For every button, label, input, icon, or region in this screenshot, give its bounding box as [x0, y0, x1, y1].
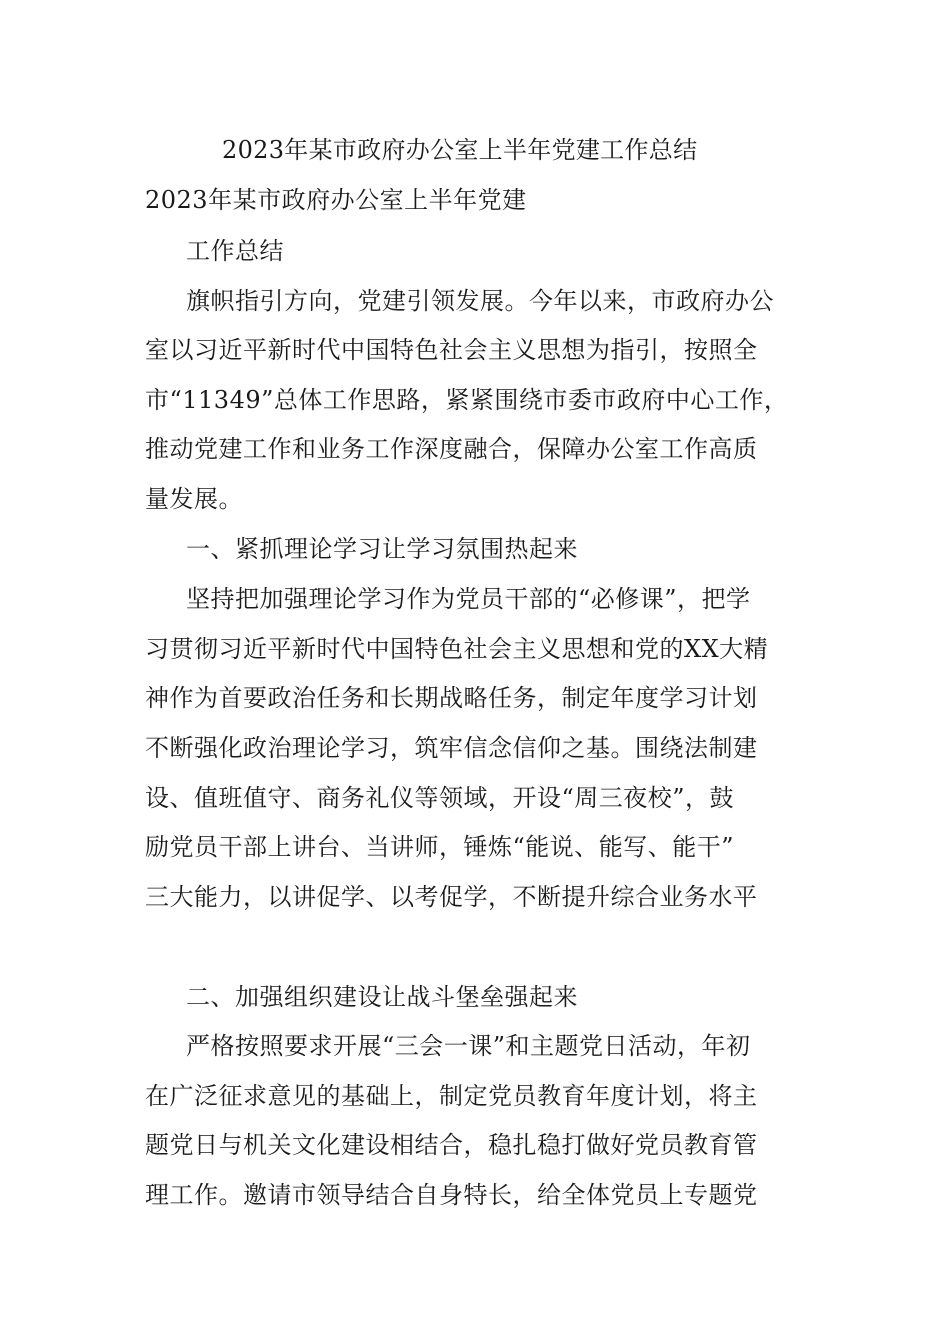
section-2-line: 严格按照要求开展“三会一课”和主题党日活动，年初 [186, 1032, 751, 1060]
section-1-line: 神作为首要政治任务和长期战略任务，制定年度学习计划 [145, 684, 758, 712]
section-2-heading: 二、加强组织建设让战斗堡垒强起来 [186, 983, 578, 1011]
section-1-heading: 一、紧抓理论学习让学习氛围热起来 [186, 535, 578, 563]
section-2-line: 题党日与机关文化建设相结合，稳扎稳打做好党员教育管 [145, 1131, 758, 1159]
section-1-line: 设、值班值守、商务礼仪等领域，开设“周三夜校”，鼓 [145, 784, 735, 812]
intro-line: 旗帜指引方向，党建引领发展。今年以来，市政府办公 [186, 287, 774, 315]
document-subtitle-line-2: 工作总结 [186, 237, 284, 265]
section-1-line: 坚持把加强理论学习作为党员干部的“必修课”，把学 [186, 585, 751, 613]
section-1-line: 习贯彻习近平新时代中国特色社会主义思想和党的XX大精 [145, 635, 769, 663]
intro-line: 市“11349”总体工作思路，紧紧围绕市委市政府中心工作， [145, 386, 789, 414]
intro-line: 量发展。 [145, 485, 243, 513]
section-1-line: 三大能力，以讲促学、以考促学，不断提升综合业务水平 [145, 883, 758, 911]
section-1-line: 不断强化政治理论学习，筑牢信念信仰之基。围绕法制建 [145, 734, 758, 762]
section-2-line: 在广泛征求意见的基础上，制定党员教育年度计划，将主 [145, 1082, 758, 1110]
intro-line: 推动党建工作和业务工作深度融合，保障办公室工作高质 [145, 435, 758, 463]
section-1-line: 励党员干部上讲台、当讲师，锤炼“能说、能写、能干” [145, 833, 735, 861]
document-title: 2023年某市政府办公室上半年党建工作总结 [222, 136, 698, 164]
document-subtitle-line-1: 2023年某市政府办公室上半年党建 [145, 186, 527, 214]
intro-line: 室以习近平新时代中国特色社会主义思想为指引，按照全 [145, 336, 758, 364]
section-2-line: 理工作。邀请市领导结合自身特长，给全体党员上专题党 [145, 1181, 758, 1209]
